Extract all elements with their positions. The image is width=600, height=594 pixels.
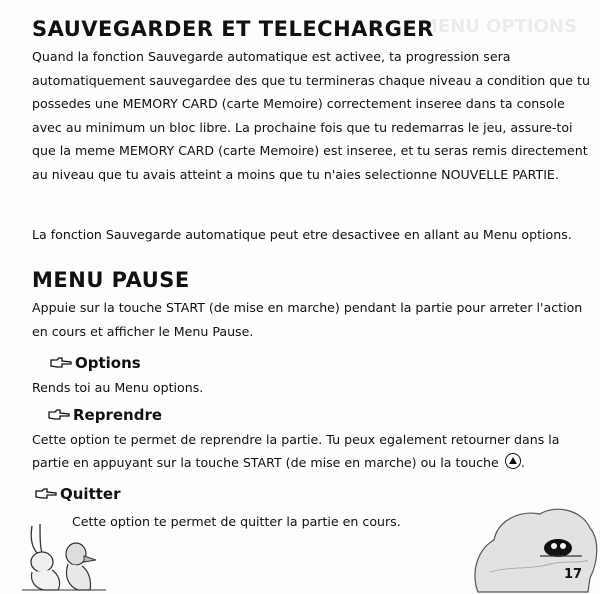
cloud-illustration [470, 500, 600, 594]
option-quitter [35, 485, 120, 503]
option-description: Cette option te permet de quitter la partie en cours. [72, 514, 401, 529]
option-options [50, 354, 141, 372]
option-description-text: Cette option te permet de reprendre la partie. Tu peux egalement retourner dans la partie en appuyant sur la touche START (de mise en marche) ou la touche [32, 432, 560, 470]
option-title: Reprendre [73, 406, 163, 424]
page-number: 17 [564, 567, 583, 582]
pointing-hand-icon [35, 488, 57, 500]
triangle-button-icon [505, 453, 521, 469]
option-title: Options [75, 354, 141, 372]
pointing-hand-icon [50, 357, 72, 369]
autosave-paragraph: La fonction Sauvegarde automatique peut etre desactivee en allant au Menu options. [32, 227, 572, 242]
save-paragraph: Quand la fonction Sauvegarde automatique est activee, ta progression sera automatiquement sauvegardee des que tu termineras chaque niveau a condition que tu possedes une MEMORY CARD (carte Memoire) correctement inseree dans ta console avec au minimum un bloc libre. La prochaine fois que tu redemarras le jeu, assure-toi que la meme MEMORY CARD (carte Memoire) est inseree, et tu seras remis directement au niveau que tu avais atteint a moins que tu n'aies selectionne NOUVELLE PARTIE. [32, 49, 590, 182]
pointing-hand-icon [48, 409, 70, 421]
sentence-end: . [520, 455, 525, 470]
option-title: Quitter [60, 485, 121, 503]
section-heading-save: SAUVEGARDER ET TELECHARGER [32, 17, 434, 41]
section-heading-pause: MENU PAUSE [32, 268, 190, 292]
pause-intro-paragraph: Appuie sur la touche START (de mise en marche) pendant la partie pour arreter l'action en cours et afficher le Menu Pause. [32, 300, 583, 339]
option-description: Rends toi au Menu options. [32, 380, 204, 395]
option-reprendre [48, 406, 162, 424]
option-description [32, 428, 588, 474]
bleed-through-text: MENU OPTIONS [420, 16, 577, 37]
cartoon-characters-illustration [18, 520, 108, 592]
